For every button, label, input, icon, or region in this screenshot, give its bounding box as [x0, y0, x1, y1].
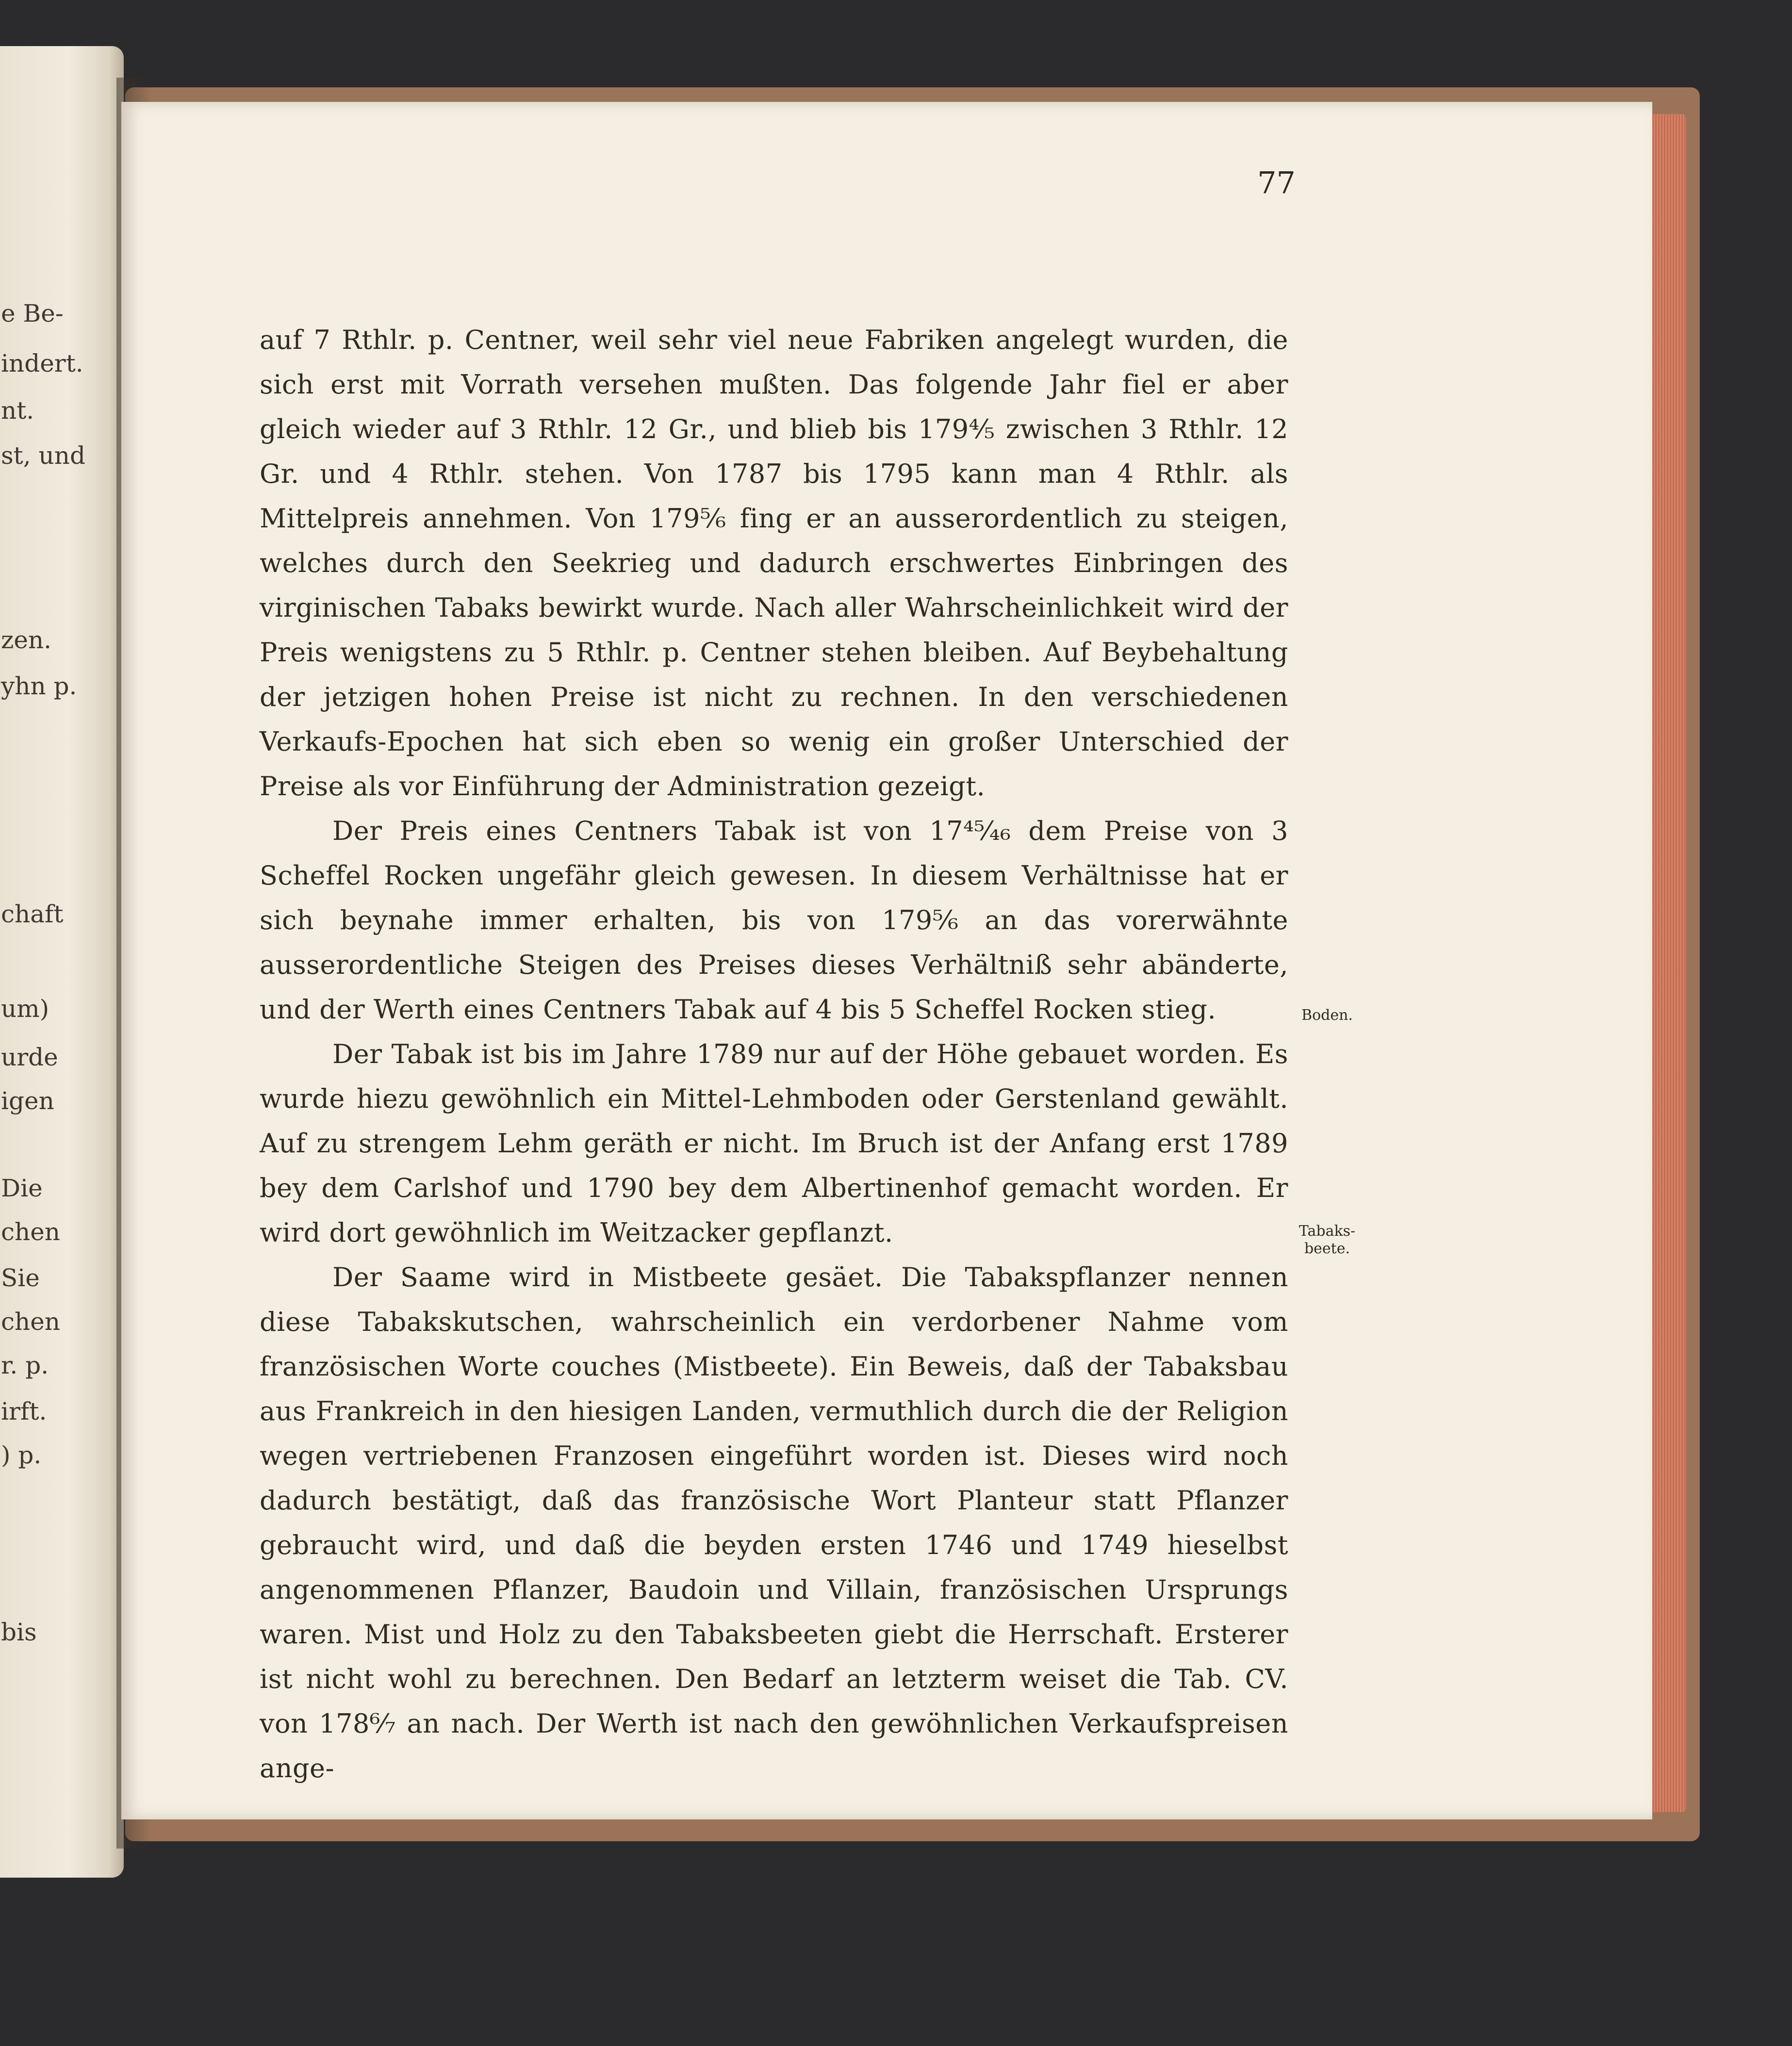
paragraph: auf 7 Rthlr. p. Centner, weil sehr viel neue Fabriken angelegt wurden, die sich erst mit Vorrath versehen mußten. Das folgende Jahr fiel er aber gleich wieder auf 3 Rthlr. 12 Gr., und blieb bis 179⁴⁄₅ zwischen 3 Rthlr. 12 Gr. und 4 Rthlr. stehen. Von 1787 bis 1795 kann man 4 Rthlr. als Mittelpreis annehmen. Von 179⁵⁄₆ fing er an ausserordentlich zu steigen, welches durch den Seekrieg und dadurch erschwertes Einbringen des virginischen Tabaks bewirkt wurde. Nach aller Wahrscheinlichkeit wird der Preis wenigstens zu 5 Rthlr. p. Centner stehen bleiben. Auf Beybehaltung der jetzigen hohen Preise ist nicht zu rechnen. In den verschiedenen Verkaufs-Epochen hat sich eben so wenig ein großer Unterschied der Preise als vor Einführung der Administration gezeigt.	[260, 325, 1288, 802]
left-page-fragment: chen	[1, 1308, 60, 1336]
left-page-fragment: yhn p.	[1, 672, 77, 700]
page-edges	[1647, 114, 1686, 1812]
left-page-fragment: st, und	[1, 442, 85, 470]
left-page-fragment: irft.	[1, 1397, 47, 1425]
left-page-fragment: igen	[1, 1087, 54, 1115]
page-number: 77	[1257, 165, 1296, 200]
paragraph: Der Preis eines Centners Tabak ist von 17⁴⁵⁄₄₆ dem Preise von 3 Scheffel Rocken ungefähr gleich gewesen. In diesem Verhältnisse hat er sich beynahe immer erhalten, bis von 179⁵⁄₆ an das vorerwähnte ausserordentliche Steigen des Preises dieses Verhältniß sehr abänderte, und der Werth eines Centners Tabak auf 4 bis 5 Scheffel Rocken stieg.	[260, 816, 1288, 1025]
left-page	[0, 46, 124, 1878]
left-page-fragment: Sie	[1, 1264, 40, 1292]
left-page-fragment: um)	[1, 995, 49, 1023]
left-page-fragment: nt.	[1, 396, 34, 425]
left-page-fragment: r. p.	[1, 1351, 49, 1379]
margin-note-tabaksbeete: Tabaks- beete.	[1299, 1223, 1356, 1257]
left-page-fragment: zen.	[1, 626, 52, 654]
paragraph: Der Tabak ist bis im Jahre 1789 nur auf der Höhe gebauet worden. Es wurde hiezu gewöhnlich ein Mittel-Lehmboden oder Gerstenland gewählt. Auf zu strengem Lehm geräth er nicht. Im Bruch ist der Anfang erst 1789 bey dem Carlshof und 1790 bey dem Albertinenhof gemacht worden. Er wird dort gewöhnlich im Weitzacker gepflanzt.	[260, 1039, 1288, 1248]
left-page-fragment: Die	[1, 1174, 43, 1202]
page-body	[260, 318, 1288, 1791]
paragraph: Der Saame wird in Mistbeete gesäet. Die Tabakspflanzer nennen diese Tabakskutschen, wahrscheinlich ein verdorbener Nahme vom französischen Worte couches (Mistbeete). Ein Beweis, daß der Tabaksbau aus Frankreich in den hiesigen Landen, vermuthlich durch die der Religion wegen vertriebenen Franzosen eingeführt worden ist. Dieses wird noch dadurch bestätigt, daß das französische Wort Planteur statt Pflanzer gebraucht wird, und daß die beyden ersten 1746 und 1749 hieselbst angenommenen Pflanzer, Baudoin und Villain, französischen Ursprungs waren. Mist und Holz zu den Tabaksbeeten giebt die Herrschaft. Ersterer ist nicht wohl zu berechnen. Den Bedarf an letzterm weiset die Tab. CV. von 178⁶⁄₇ an nach. Der Werth ist nach den gewöhnlichen Verkaufspreisen ange-	[260, 1262, 1288, 1784]
margin-note-boden: Boden.	[1301, 1007, 1353, 1024]
left-page-fragment: bis	[1, 1618, 37, 1646]
left-page-fragment: indert.	[1, 349, 83, 377]
left-page-fragment: urde	[1, 1043, 58, 1071]
left-page-fragment: chen	[1, 1218, 60, 1246]
left-page-fragment: e Be-	[1, 299, 64, 327]
left-page-fragment: chaft	[1, 900, 64, 928]
left-page-fragment: ) p.	[1, 1441, 42, 1469]
